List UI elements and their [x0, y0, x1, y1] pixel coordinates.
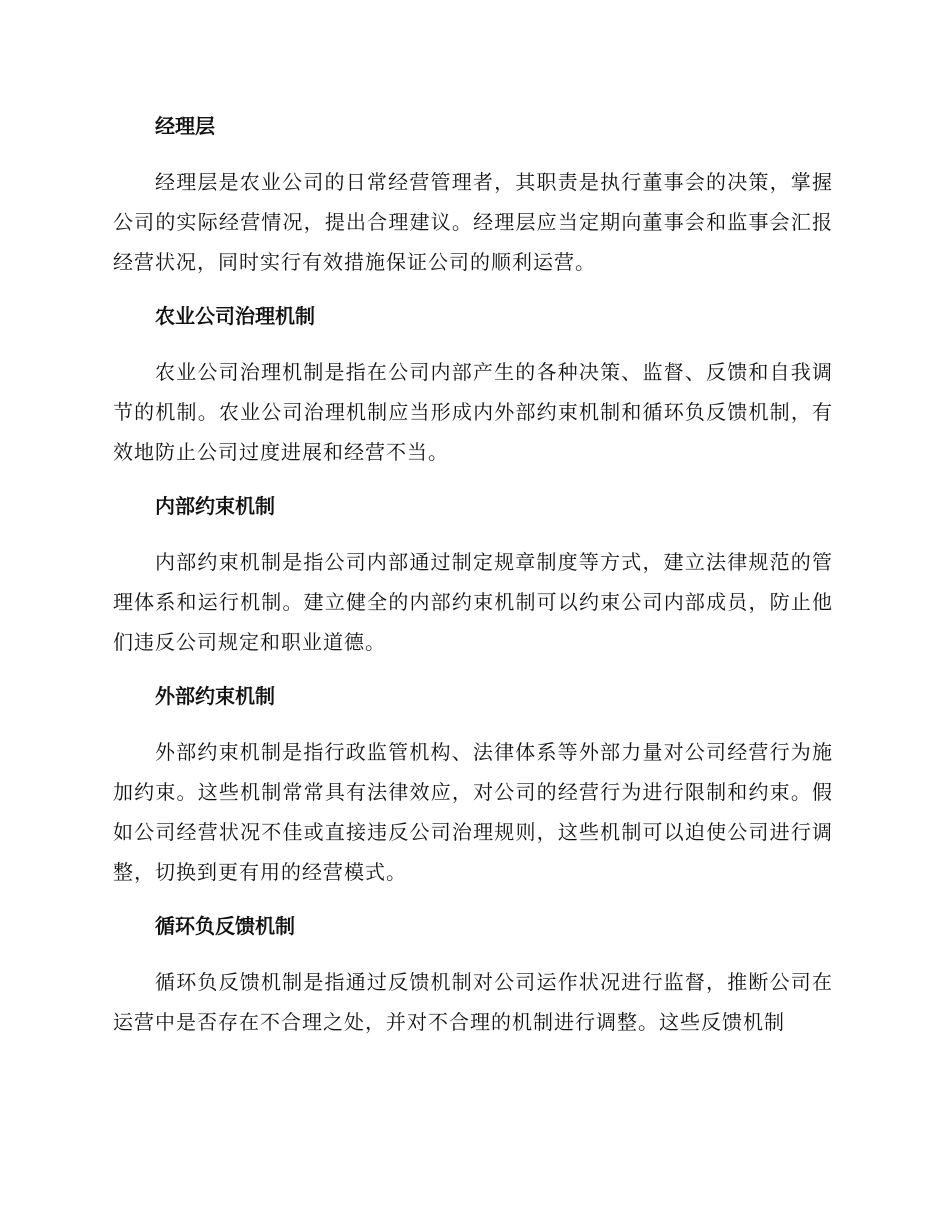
- document-body: [113, 108, 833, 1058]
- section-paragraph-external-constraint: 外部约束机制是指行政监管机构、法律体系等外部力量对公司经营行为施加约束。这些机制常常具有法律效应，对公司的经营行为进行限制和约束。假如公司经营状况不佳或直接违反公司治理规则，这些机制可以迫使公司进行调整，切换到更有用的经营模式。: [113, 740, 833, 884]
- section-heading-governance-mechanism: 农业公司治理机制: [155, 304, 315, 328]
- section-heading-internal-constraint: 内部约束机制: [155, 494, 275, 518]
- section-heading-manager-layer: 经理层: [155, 114, 215, 138]
- section-paragraph-negative-feedback: 循环负反馈机制是指通过反馈机制对公司运作状况进行监督，推断公司在运营中是否存在不合理之处，并对不合理的机制进行调整。这些反馈机制: [113, 970, 833, 1034]
- section-paragraph-manager-layer: 经理层是农业公司的日常经营管理者，其职责是执行董事会的决策，掌握公司的实际经营情况，提出合理建议。经理层应当定期向董事会和监事会汇报经营状况，同时实行有效措施保证公司的顺利运营。: [113, 170, 833, 274]
- section-heading-external-constraint: 外部约束机制: [155, 684, 275, 708]
- section-heading-negative-feedback: 循环负反馈机制: [155, 914, 295, 938]
- section-paragraph-internal-constraint: 内部约束机制是指公司内部通过制定规章制度等方式，建立法律规范的管理体系和运行机制。建立健全的内部约束机制可以约束公司内部成员，防止他们违反公司规定和职业道德。: [113, 550, 833, 654]
- section-paragraph-governance-mechanism: 农业公司治理机制是指在公司内部产生的各种决策、监督、反馈和自我调节的机制。农业公司治理机制应当形成内外部约束机制和循环负反馈机制，有效地防止公司过度进展和经营不当。: [113, 360, 833, 464]
